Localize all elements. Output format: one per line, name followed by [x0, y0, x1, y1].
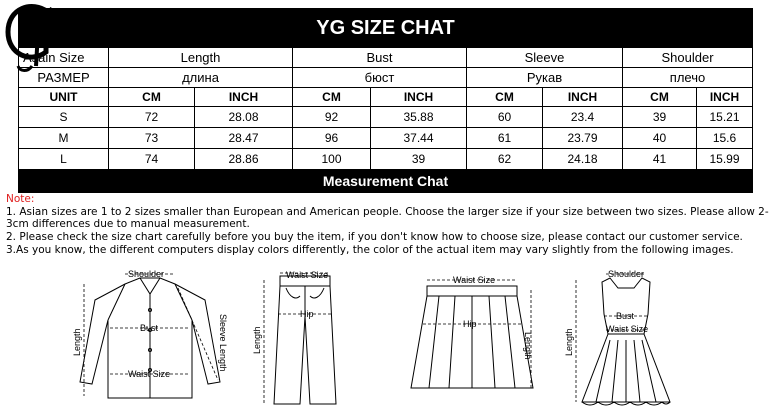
chart-footer: Measurement Chat [19, 170, 753, 193]
table-cell: 41 [623, 149, 697, 170]
pants-diagram-icon [250, 270, 350, 410]
table-row [19, 149, 753, 170]
table-cell: 74 [109, 149, 195, 170]
unit-cell: UNIT [19, 88, 109, 107]
pants-waist-label: Waist Size [286, 270, 329, 280]
table-cell: 28.47 [195, 128, 293, 149]
dress-shoulder-label: Shoulder [608, 269, 645, 279]
table-cell: 28.08 [195, 107, 293, 128]
header-bust: Bust [293, 48, 467, 68]
table-cell: 23.79 [543, 128, 623, 149]
notes-label: Note: [6, 193, 35, 205]
note-line: 3.As you know, the different computers display colors differently, the color of the actual item may vary slightly from the following images. [6, 243, 734, 256]
table-cell: 15.21 [697, 107, 753, 128]
table-cell: 40 [623, 128, 697, 149]
table-cell: 39 [371, 149, 467, 170]
shirt-shoulder-label: Shoulder [128, 269, 165, 279]
shirt-diagram-icon [70, 270, 230, 410]
unit-cell: CM [293, 88, 371, 107]
unit-cell: CM [109, 88, 195, 107]
size-chart-table [18, 8, 753, 193]
shirt-waist-label: Waist Size [128, 369, 171, 379]
table-cell: 62 [467, 149, 543, 170]
header-size: Asain Size [19, 48, 109, 68]
table-cell: 15.6 [697, 128, 753, 149]
skirt-diagram-icon [405, 270, 545, 400]
header-row-ru [19, 68, 753, 88]
unit-cell: CM [623, 88, 697, 107]
table-cell: 92 [293, 107, 371, 128]
note-line: 1. Asian sizes are 1 to 2 sizes smaller than European and American people. Choose the larger size if your size between two sizes. Please allow 2-3cm differences due to manual measurement. [6, 205, 769, 231]
header-row-en [19, 48, 753, 68]
table-cell: 60 [467, 107, 543, 128]
table-cell: 35.88 [371, 107, 467, 128]
pants-length-label: Length [252, 326, 262, 354]
shirt-sleeve-label: Sleeve Length [218, 314, 228, 372]
header-length: Length [109, 48, 293, 68]
unit-cell: INCH [697, 88, 753, 107]
table-cell: 37.44 [371, 128, 467, 149]
shirt-bust-label: Bust [140, 323, 159, 333]
table-row [19, 107, 753, 128]
dress-bust-label: Bust [616, 311, 635, 321]
skirt-hip-label: Hip [463, 319, 477, 329]
table-cell: 72 [109, 107, 195, 128]
skirt-length-label: Length [523, 332, 533, 360]
chart-footer-row [19, 170, 753, 193]
chart-title-row [19, 9, 753, 48]
table-cell: 24.18 [543, 149, 623, 170]
unit-cell: INCH [543, 88, 623, 107]
header-sleeve: Sleeve [467, 48, 623, 68]
table-cell: 15.99 [697, 149, 753, 170]
shirt-length-label: Length [72, 328, 82, 356]
table-cell: L [19, 149, 109, 170]
chart-title: YG SIZE CHAT [19, 9, 753, 48]
header-shoulder-ru: плечо [623, 68, 753, 88]
notes-section [6, 193, 774, 257]
table-cell: 28.86 [195, 149, 293, 170]
dress-length-label: Length [564, 328, 574, 356]
table-cell: M [19, 128, 109, 149]
unit-cell: INCH [371, 88, 467, 107]
unit-row [19, 88, 753, 107]
unit-cell: CM [467, 88, 543, 107]
dress-diagram-icon [566, 270, 686, 410]
header-shoulder: Shoulder [623, 48, 753, 68]
dress-waist-label: Waist Size [606, 324, 649, 334]
table-cell: S [19, 107, 109, 128]
table-cell: 61 [467, 128, 543, 149]
pants-hip-label: Hip [300, 309, 314, 319]
table-cell: 73 [109, 128, 195, 149]
header-size-ru: РАЗМЕР [19, 68, 109, 88]
table-row [19, 128, 753, 149]
note-line: 2. Please check the size chart carefully before you buy the item, if you don't know how to choose size, please contact our customer service. [6, 231, 743, 244]
header-sleeve-ru: Рукав [467, 68, 623, 88]
header-length-ru: длина [109, 68, 293, 88]
header-bust-ru: бюст [293, 68, 467, 88]
table-cell: 100 [293, 149, 371, 170]
table-cell: 96 [293, 128, 371, 149]
table-cell: 39 [623, 107, 697, 128]
table-cell: 23.4 [543, 107, 623, 128]
skirt-waist-label: Waist Size [453, 275, 496, 285]
unit-cell: INCH [195, 88, 293, 107]
